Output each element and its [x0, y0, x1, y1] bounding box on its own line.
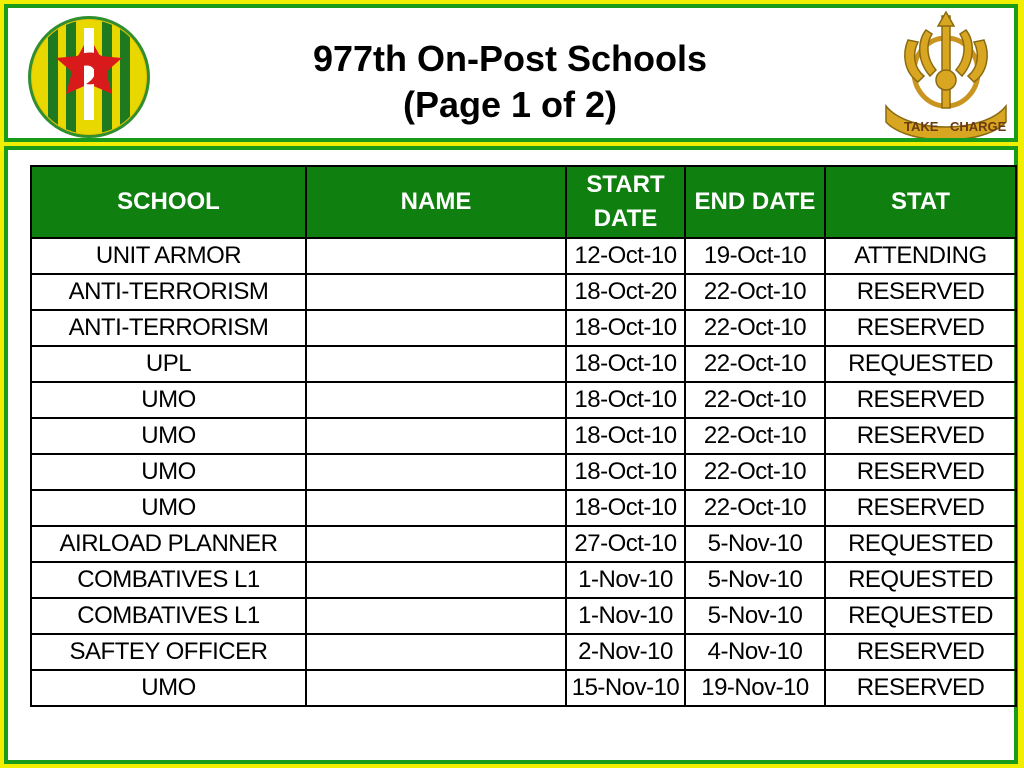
- cell-start-date: 18-Oct-20: [566, 274, 685, 310]
- table-row: [31, 238, 1016, 274]
- page-subtitle: (Page 1 of 2): [402, 84, 618, 125]
- cell-start-date: 15-Nov-10: [566, 670, 685, 706]
- table-row: [31, 346, 1016, 382]
- cell-stat: RESERVED: [825, 310, 1016, 346]
- cell-name: [306, 238, 566, 274]
- cell-stat: RESERVED: [825, 490, 1016, 526]
- cell-start-date: 1-Nov-10: [566, 598, 685, 634]
- cell-end-date: 22-Oct-10: [685, 346, 825, 382]
- table-row: [31, 490, 1016, 526]
- table-row: [31, 634, 1016, 670]
- cell-stat: REQUESTED: [825, 562, 1016, 598]
- cell-stat: RESERVED: [825, 634, 1016, 670]
- cell-end-date: 22-Oct-10: [685, 382, 825, 418]
- schools-table: [30, 165, 1017, 707]
- table-header-row: [31, 166, 1016, 238]
- cell-stat: RESERVED: [825, 382, 1016, 418]
- cell-start-date: 18-Oct-10: [566, 382, 685, 418]
- table-row: [31, 670, 1016, 706]
- cell-school: AIRLOAD PLANNER: [31, 526, 306, 562]
- header-start-date: START DATE: [566, 166, 685, 238]
- table-row: [31, 562, 1016, 598]
- unit-patch-emblem: [26, 14, 152, 140]
- cell-school: UMO: [31, 454, 306, 490]
- cell-end-date: 22-Oct-10: [685, 274, 825, 310]
- cell-school: UNIT ARMOR: [31, 238, 306, 274]
- insignia-motto-charge: CHARGE: [950, 119, 1007, 134]
- cell-name: [306, 310, 566, 346]
- header-school: SCHOOL: [31, 166, 306, 238]
- cell-school: UMO: [31, 490, 306, 526]
- cell-start-date: 18-Oct-10: [566, 454, 685, 490]
- cell-stat: RESERVED: [825, 454, 1016, 490]
- cell-stat: REQUESTED: [825, 598, 1016, 634]
- cell-name: [306, 346, 566, 382]
- cell-end-date: 22-Oct-10: [685, 454, 825, 490]
- cell-school: ANTI-TERRORISM: [31, 310, 306, 346]
- table-row: [31, 526, 1016, 562]
- insignia-motto-take: TAKE: [904, 119, 939, 134]
- cell-end-date: 19-Nov-10: [685, 670, 825, 706]
- cell-school: UMO: [31, 418, 306, 454]
- cell-name: [306, 274, 566, 310]
- cell-school: UPL: [31, 346, 306, 382]
- cell-start-date: 1-Nov-10: [566, 562, 685, 598]
- table-row: [31, 274, 1016, 310]
- page-title: 977th On-Post Schools: [312, 38, 708, 79]
- table-row: [31, 418, 1016, 454]
- cell-name: [306, 670, 566, 706]
- cell-end-date: 22-Oct-10: [685, 310, 825, 346]
- cell-start-date: 27-Oct-10: [566, 526, 685, 562]
- cell-stat: RESERVED: [825, 670, 1016, 706]
- cell-end-date: 4-Nov-10: [685, 634, 825, 670]
- cell-start-date: 12-Oct-10: [566, 238, 685, 274]
- table-row: [31, 310, 1016, 346]
- cell-start-date: 2-Nov-10: [566, 634, 685, 670]
- cell-stat: REQUESTED: [825, 346, 1016, 382]
- cell-school: UMO: [31, 382, 306, 418]
- cell-stat: RESERVED: [825, 274, 1016, 310]
- cell-stat: ATTENDING: [825, 238, 1016, 274]
- cell-name: [306, 418, 566, 454]
- cell-name: [306, 490, 566, 526]
- cell-school: COMBATIVES L1: [31, 598, 306, 634]
- cell-name: [306, 562, 566, 598]
- cell-school: ANTI-TERRORISM: [31, 274, 306, 310]
- table-row: [31, 382, 1016, 418]
- header-name: NAME: [306, 166, 566, 238]
- cell-end-date: 19-Oct-10: [685, 238, 825, 274]
- header-end-date: END DATE: [685, 166, 825, 238]
- cell-end-date: 5-Nov-10: [685, 598, 825, 634]
- cell-name: [306, 526, 566, 562]
- cell-end-date: 5-Nov-10: [685, 526, 825, 562]
- cell-start-date: 18-Oct-10: [566, 310, 685, 346]
- cell-school: UMO: [31, 670, 306, 706]
- cell-end-date: 22-Oct-10: [685, 490, 825, 526]
- cell-end-date: 5-Nov-10: [685, 562, 825, 598]
- take-charge-insignia: [878, 10, 1014, 138]
- cell-stat: RESERVED: [825, 418, 1016, 454]
- cell-name: [306, 382, 566, 418]
- cell-start-date: 18-Oct-10: [566, 418, 685, 454]
- cell-stat: REQUESTED: [825, 526, 1016, 562]
- table-row: [31, 454, 1016, 490]
- cell-end-date: 22-Oct-10: [685, 418, 825, 454]
- cell-start-date: 18-Oct-10: [566, 346, 685, 382]
- cell-start-date: 18-Oct-10: [566, 490, 685, 526]
- table-row: [31, 598, 1016, 634]
- cell-name: [306, 634, 566, 670]
- cell-school: COMBATIVES L1: [31, 562, 306, 598]
- cell-school: SAFTEY OFFICER: [31, 634, 306, 670]
- cell-name: [306, 454, 566, 490]
- cell-name: [306, 598, 566, 634]
- content-panel: [4, 146, 1018, 764]
- header-stat: STAT: [825, 166, 1016, 238]
